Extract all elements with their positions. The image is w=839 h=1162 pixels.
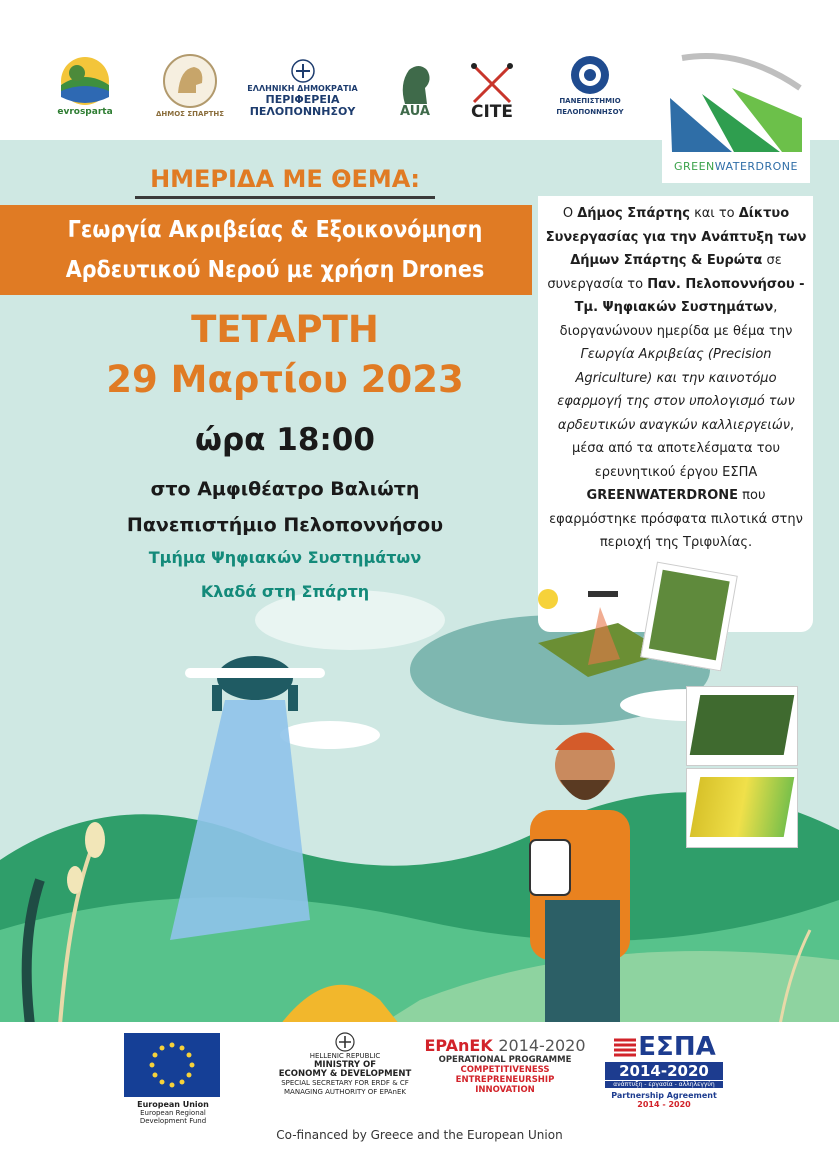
min-line1: HELLENIC REPUBLIC xyxy=(309,1052,381,1060)
helmet-seal-icon xyxy=(162,53,218,109)
eu-caption xyxy=(100,1100,246,1125)
event-title-line2: Αρδευτικού Νερού με χρήση Drones xyxy=(65,257,485,283)
region-line1: ΕΛΛΗΝΙΚΗ ΔΗΜΟΚΡΑΤΙΑ xyxy=(247,84,358,93)
event-title-line1: Γεωργία Ακριβείας & Εξοικονόμηση xyxy=(67,217,483,243)
region-line3: ΠΕΛΟΠΟΝΝΗΣΟΥ xyxy=(249,105,356,118)
greenwaterdrone-green-label: GREEN xyxy=(673,160,715,173)
espa-years: 2014-2020 xyxy=(605,1062,723,1080)
department-line1: Τμήμα Ψηφιακών Συστημάτων xyxy=(148,548,422,567)
eu-line1: European Regional xyxy=(140,1109,206,1117)
aua-label: AUA xyxy=(400,104,430,119)
epanek-logo xyxy=(420,1036,590,1095)
espa-tagline: ανάπτυξη - εργασία - αλληλεγγύη xyxy=(605,1081,723,1088)
greenwaterdrone-emblem-icon xyxy=(662,48,810,156)
info-text-5: , μέσα από τα αποτελέσματα του ερευνητικού έργου ΕΣΠΑ xyxy=(571,417,795,480)
greek-emblem-icon xyxy=(291,59,315,83)
eu-title: European Union xyxy=(137,1100,209,1109)
epanek-line3: ENTREPRENEURSHIP xyxy=(455,1075,555,1085)
cross-arrows-icon xyxy=(470,62,514,106)
espa-pa2: 2014 - 2020 xyxy=(637,1100,691,1109)
event-title xyxy=(20,210,530,290)
venue-line2: Πανεπιστήμιο Πελοποννήσου xyxy=(126,514,444,536)
evrosparta-logo xyxy=(45,48,125,118)
evrosparta-label: evrosparta xyxy=(57,107,113,117)
info-text-2: και το xyxy=(689,206,739,221)
uni-line2: ΠΕΛΟΠΟΝΝΗΣΟΥ xyxy=(556,108,624,116)
region-line2: ΠΕΡΙΦΕΡΕΙΑ xyxy=(265,93,340,106)
uni-line1: ΠΑΝΕΠΙΣΤΗΜΙΟ xyxy=(559,97,621,105)
ndvi-map-fill-2 xyxy=(690,777,795,837)
athena-head-icon xyxy=(395,60,435,106)
event-day: ΤΕΤΑΡΤΗ xyxy=(191,308,379,351)
epanek-years: 2014-2020 xyxy=(498,1036,586,1055)
drone-icon xyxy=(170,656,325,940)
department-line2: Κλαδά στη Σπάρτη xyxy=(200,582,370,601)
event-subtitle: ΗΜΕΡΙΔΑ ΜΕ ΘΕΜΑ: xyxy=(135,162,435,199)
ndvi-map-image-1 xyxy=(686,686,798,766)
min-line2: MINISTRY OF xyxy=(313,1060,377,1070)
epanek-name: EPAnEK xyxy=(424,1036,493,1055)
ndvi-map-image-2 xyxy=(686,768,798,848)
info-text-4: , διοργανώνουν ημερίδα με θέμα την xyxy=(559,300,793,339)
info-bold-1: Δήμος Σπάρτης xyxy=(577,206,690,221)
cofinanced-note: Co-financed by Greece and the European Union xyxy=(276,1128,563,1142)
dimos-spartis-logo xyxy=(150,48,230,120)
info-paragraph xyxy=(545,202,807,555)
event-date: 29 Μαρτίου 2023 xyxy=(106,358,464,401)
epanek-line2: COMPETITIVENESS xyxy=(460,1065,550,1075)
cite-label: CITE xyxy=(470,102,513,122)
greenwaterdrone-logo xyxy=(662,48,810,183)
cite-logo xyxy=(462,46,522,122)
min-line4: SPECIAL SECRETARY FOR ERDF & CF xyxy=(281,1079,409,1087)
evrosparta-emblem-icon xyxy=(55,55,115,107)
espa-name: ΕΣΠΑ xyxy=(638,1032,716,1062)
eu-line2: Development Fund xyxy=(139,1117,207,1125)
field-photo-image xyxy=(640,562,738,672)
ndvi-map-fill-1 xyxy=(690,695,795,755)
region-peloponnese-logo xyxy=(240,44,365,118)
epanek-line4: INNOVATION xyxy=(475,1085,535,1095)
espa-logo xyxy=(605,1032,723,1109)
event-time: ώρα 18:00 xyxy=(195,422,375,458)
hellenic-cross-icon xyxy=(335,1032,355,1052)
dimos-label: ΔΗΜΟΣ ΣΠΑΡΤΗΣ xyxy=(155,110,224,118)
university-peloponnese-logo xyxy=(540,44,640,118)
info-italic-1: Γεωργία Ακριβείας (Precision Agriculture) και την καινοτόμο εφαρμογή της στον υπολογισμό των αρδευτικών αναγκών καλλιεργειών xyxy=(557,347,795,433)
field-photo-fill xyxy=(649,570,730,661)
espa-flag-icon xyxy=(612,1034,638,1060)
ministry-caption xyxy=(260,1052,430,1097)
university-seal-icon xyxy=(569,54,611,96)
min-line3: ECONOMY & DEVELOPMENT xyxy=(278,1069,412,1079)
venue-line1: στο Αμφιθέατρο Βαλιώτη xyxy=(150,478,420,500)
epanek-line1: OPERATIONAL PROGRAMME xyxy=(438,1055,572,1065)
info-text-1: Ο xyxy=(562,206,578,221)
info-bold-3: Παν. Πελοποννήσου - Τμ. Ψηφιακών Συστημάτων xyxy=(574,276,805,315)
info-text-6: που εφαρμόστηκε πρόσφατα πιλοτικά στην περιοχή της Τριφυλίας. xyxy=(549,488,803,550)
eu-flag xyxy=(124,1033,220,1097)
aua-logo xyxy=(385,46,445,118)
info-bold-2: Δίκτυο Συνεργασίας για την Ανάπτυξη των Δήμων Σπάρτης & Ευρώτα xyxy=(545,206,807,268)
min-line5: MANAGING AUTHORITY OF EPAnEK xyxy=(284,1088,406,1096)
greenwaterdrone-rest-label: WATERDRONE xyxy=(714,160,798,173)
eu-stars-icon xyxy=(124,1033,220,1097)
farmer-icon xyxy=(530,733,630,1026)
info-bold-4: GREENWATERDRONE xyxy=(586,488,739,503)
info-text-3: σε συνεργασία το xyxy=(547,253,782,292)
espa-pa1: Partnership Agreement xyxy=(611,1091,717,1100)
